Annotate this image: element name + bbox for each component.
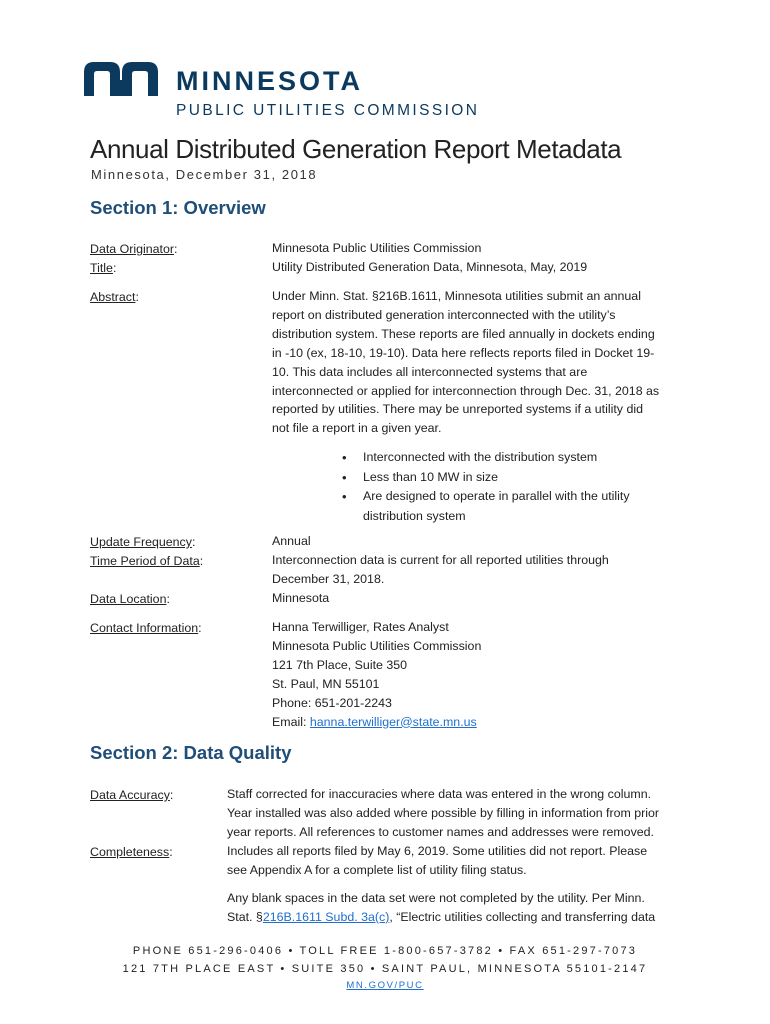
abstract-text: Under Minn. Stat. §216B.1611, Minnesota utilities submit an annual report on distributed generation interconnected with the utility’s distribution system. These reports are filed annually in dockets ending in -10 (ex, 18-10, 19-10). Data here reflects reports filed in Docket 19- 10. This data includes all interconnected systems that are interconnected or applied for interconnection through Dec. 31, 2018 as reported by utilities. There may be unreported systems if a utility did not file a report in a given year. (272, 289, 660, 436)
mn-logo-icon (84, 62, 158, 96)
time-period-label-row: Time Period of Data: (90, 554, 204, 568)
footer-address-line: 121 7TH PLACE EAST • SUITE 350 • SAINT PAUL, MINNESOTA 55101-2147 (122, 963, 648, 975)
data-accuracy-label-row: Data Accuracy: (90, 788, 174, 802)
footer-website (0, 980, 770, 991)
data-accuracy-label: Data Accuracy (90, 788, 170, 802)
bullet-item: • Interconnected with the distribution system (336, 448, 676, 468)
time-period-value: Interconnection data is current for all reported utilities through December 31, 2018. (272, 553, 609, 586)
criteria-bullet-list (336, 448, 676, 526)
blank-spaces-paragraph: Any blank spaces in the data set were not completed by the utility. Per Minn. Stat. §216B.1611 Subd. 3a(c), “Electric utilities collecting and transferring data (227, 891, 656, 924)
contact-email-link[interactable]: hanna.terwilliger@state.mn.us (309, 714, 477, 729)
title-value: Utility Distributed Generation Data, Minnesota, May, 2019 (272, 260, 588, 274)
update-frequency-label: Update Frequency (90, 535, 192, 549)
update-frequency-value: Annual (272, 534, 311, 548)
completeness-label: Completeness (90, 845, 170, 859)
completeness-value: Includes all reports filed by May 6, 2019. Some utilities did not report. Please see Appendix A for a complete list of utility filing status. (227, 844, 648, 877)
logo-state-name: MINNESOTA (176, 66, 363, 96)
title-label-row: Title: (90, 261, 117, 275)
contact-information-value: Hanna Terwilliger, Rates Analyst Minnesota Public Utilities Commission 121 7th Place, Suite 350 St. Paul, MN 55101 Phone: 651-201-2243 Email: hanna.terwilliger@state.mn.us (272, 620, 482, 729)
data-location-value: Minnesota (272, 591, 330, 605)
data-location-label-row: Data Location: (90, 592, 170, 606)
contact-label-row: Contact Information: (90, 621, 202, 635)
section-1-heading: Section 1: Overview (90, 197, 266, 218)
abstract-label-row: Abstract: (90, 290, 139, 304)
contact-information-label: Contact Information (90, 621, 199, 635)
title-label: Title (90, 261, 113, 275)
footer-website-link[interactable]: MN.GOV/PUC (346, 980, 424, 991)
section-2-heading: Section 2: Data Quality (90, 742, 292, 763)
logo-subtitle: PUBLIC UTILITIES COMMISSION (176, 102, 480, 119)
data-originator-label-row: Data Originator: (90, 242, 178, 256)
data-accuracy-value: Staff corrected for inaccuracies where data was entered in the wrong column. Year installed was also added where possible by filling in information from prior year reports. All references to customer names and addresses were removed. (227, 787, 660, 839)
statute-link[interactable]: 216B.1611 Subd. 3a(c) (262, 909, 390, 924)
completeness-label-row: Completeness: (90, 845, 173, 859)
footer-contact-line: PHONE 651-296-0406 • TOLL FREE 1-800-657-3782 • FAX 651-297-7073 (132, 945, 638, 957)
update-frequency-label-row: Update Frequency: (90, 535, 196, 549)
data-location-label: Data Location (90, 592, 167, 606)
data-originator-value: Minnesota Public Utilities Commission (272, 241, 482, 255)
time-period-label: Time Period of Data (90, 554, 200, 568)
bullet-item: • Are designed to operate in parallel with the utility distribution system (336, 487, 676, 526)
document-subtitle: Minnesota, December 31, 2018 (91, 167, 318, 182)
document-title: Annual Distributed Generation Report Metadata (90, 134, 622, 164)
bullet-item: • Less than 10 MW in size (336, 468, 676, 488)
abstract-label: Abstract (90, 290, 136, 304)
data-originator-label: Data Originator (90, 242, 175, 256)
